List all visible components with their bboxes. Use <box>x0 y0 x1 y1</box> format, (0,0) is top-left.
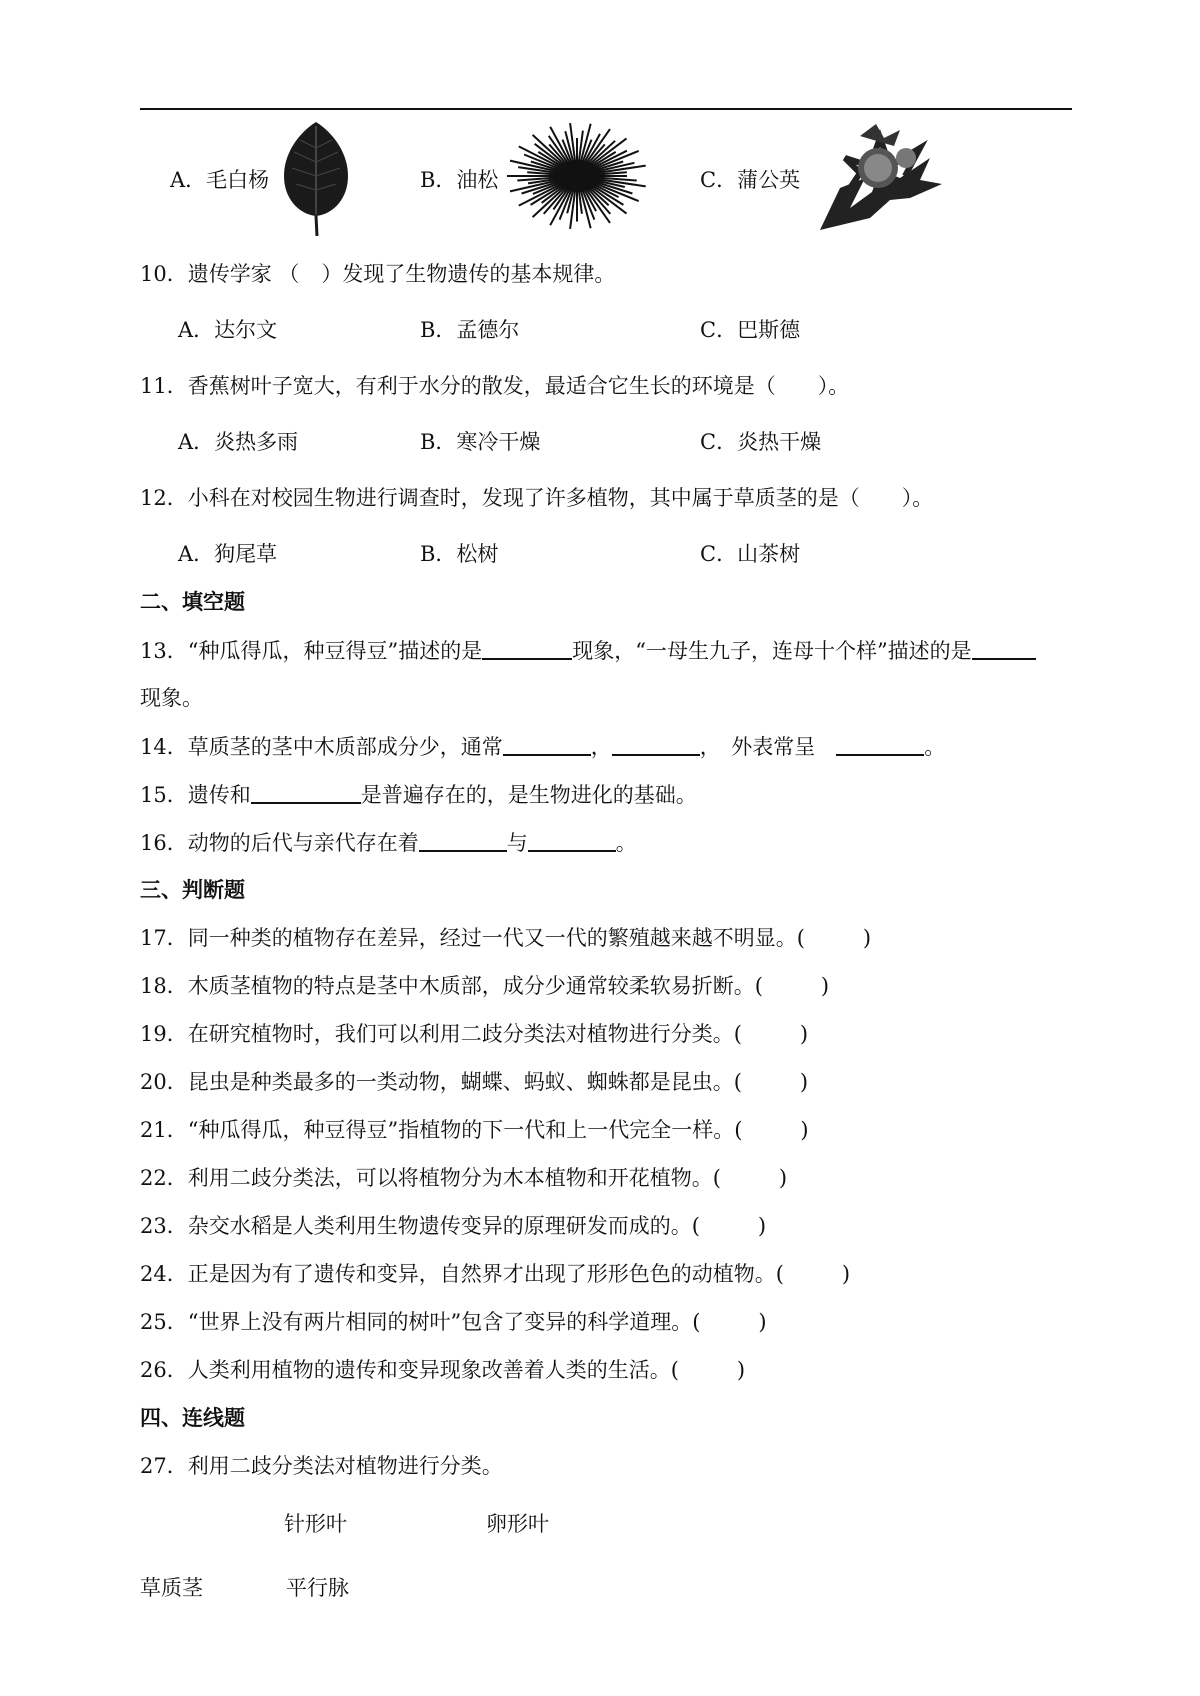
q14-text-c: ， 外表常呈 <box>699 735 837 759</box>
header-rule <box>140 108 1072 110</box>
judge-21-text: 21．“种瓜得瓜，种豆得豆”指植物的下一代和上一代完全一样。( <box>140 1118 743 1142</box>
q10-option-a[interactable]: A．达尔文 <box>178 318 278 342</box>
section-judge-heading: 三、判断题 <box>140 877 245 902</box>
question-14 <box>140 732 945 761</box>
judge-22-paren[interactable]: ) <box>778 1166 788 1190</box>
q10-option-c[interactable]: C．巴斯德 <box>700 318 801 342</box>
question-16 <box>140 828 637 857</box>
judge-23 <box>140 1212 766 1240</box>
section-fill-in-heading: 二、填空题 <box>140 589 245 614</box>
judge-18-paren[interactable]: ) <box>820 974 830 998</box>
question-13 <box>140 636 1036 665</box>
q9-option-c[interactable]: C．蒲公英 <box>700 168 801 192</box>
judge-22 <box>140 1164 787 1192</box>
question-10 <box>140 260 615 288</box>
question-12: 12．小科在对校园生物进行调查时，发现了许多植物，其中属于草质茎的是（ ）。 <box>140 486 934 510</box>
judge-22-text: 22．利用二歧分类法，可以将植物分为木本植物和开花植物。( <box>140 1166 721 1190</box>
pine-needle-icon <box>505 118 650 233</box>
judge-20-text: 20．昆虫是种类最多的一类动物，蝴蝶、蚂蚁、蜘蛛都是昆虫。( <box>140 1070 742 1094</box>
judge-19 <box>140 1020 808 1048</box>
q14-blank-2[interactable] <box>612 732 700 756</box>
judge-18 <box>140 972 829 1000</box>
judge-17-text: 17．同一种类的植物存在差异，经过一代又一代的繁殖越来越不明显。( <box>140 926 805 950</box>
question-11: 11．香蕉树叶子宽大，有利于水分的散发，最适合它生长的环境是（ ）。 <box>140 374 850 398</box>
q9-option-a[interactable]: A．毛白杨 <box>170 168 270 192</box>
judge-17 <box>140 924 871 952</box>
judge-20 <box>140 1068 808 1096</box>
match-label-parallel-vein[interactable]: 平行脉 <box>286 1576 349 1600</box>
q12-option-a[interactable]: A．狗尾草 <box>178 542 278 566</box>
question-15 <box>140 780 697 809</box>
q13-text-b: 现象，“一母生九子，连母十个样”描述的是 <box>572 639 972 663</box>
q11-option-a[interactable]: A．炎热多雨 <box>178 430 299 454</box>
match-label-ovate-leaf[interactable]: 卵形叶 <box>486 1512 549 1536</box>
judge-24-paren[interactable]: ) <box>841 1262 851 1286</box>
q11-option-b[interactable]: B．寒冷干燥 <box>420 430 541 454</box>
q10-option-b[interactable]: B．孟德尔 <box>420 318 520 342</box>
q12-option-c[interactable]: C．山茶树 <box>700 542 801 566</box>
judge-21 <box>140 1116 809 1144</box>
dandelion-icon <box>810 118 950 238</box>
judge-23-paren[interactable]: ) <box>757 1214 767 1238</box>
q13-blank-2[interactable] <box>972 636 1036 660</box>
q13-text-a: 13．“种瓜得瓜，种豆得豆”描述的是 <box>140 639 483 663</box>
judge-17-paren[interactable]: ) <box>862 926 872 950</box>
judge-25 <box>140 1308 767 1336</box>
judge-21-paren[interactable]: ) <box>800 1118 809 1142</box>
section-matching-heading: 四、连线题 <box>140 1405 245 1430</box>
q9-option-b[interactable]: B．油松 <box>420 168 499 192</box>
q16-text-a: 16．动物的后代与亲代存在着 <box>140 831 419 855</box>
q14-text-a: 14．草质茎的茎中木质部成分少，通常 <box>140 735 503 759</box>
q14-blank-3[interactable] <box>836 732 924 756</box>
judge-26-text: 26．人类利用植物的遗传和变异现象改善着人类的生活。( <box>140 1358 679 1382</box>
q15-blank-1[interactable] <box>251 780 361 804</box>
question-27: 27．利用二歧分类法对植物进行分类。 <box>140 1454 503 1478</box>
q15-text-b: 是普遍存在的，是生物进化的基础。 <box>360 783 697 807</box>
q10-text-a: 10．遗传学家 （ <box>140 262 300 286</box>
q11-option-c[interactable]: C．炎热干燥 <box>700 430 822 454</box>
judge-26 <box>140 1356 745 1384</box>
judge-20-paren[interactable]: ) <box>799 1070 809 1094</box>
q14-text-b: ， <box>590 735 612 759</box>
poplar-leaf-icon <box>280 118 352 238</box>
judge-24-text: 24．正是因为有了遗传和变异，自然界才出现了形形色色的动植物。( <box>140 1262 784 1286</box>
judge-19-text: 19．在研究植物时，我们可以利用二歧分类法对植物进行分类。( <box>140 1022 742 1046</box>
q12-option-b[interactable]: B．松树 <box>420 542 499 566</box>
judge-19-paren[interactable]: ) <box>799 1022 809 1046</box>
judge-25-text: 25．“世界上没有两片相同的树叶”包含了变异的科学道理。( <box>140 1310 701 1334</box>
judge-18-text: 18．木质茎植物的特点是茎中木质部，成分少通常较柔软易折断。( <box>140 974 763 998</box>
q13-continuation: 现象。 <box>140 686 203 710</box>
q16-blank-1[interactable] <box>419 828 507 852</box>
q16-text-c: 。 <box>615 831 637 855</box>
judge-24 <box>140 1260 850 1288</box>
q14-blank-1[interactable] <box>503 732 591 756</box>
q14-text-d: 。 <box>924 735 946 759</box>
judge-26-paren[interactable]: ) <box>736 1358 746 1382</box>
match-label-needle-leaf[interactable]: 针形叶 <box>284 1512 347 1536</box>
judge-25-paren[interactable]: ) <box>758 1310 767 1334</box>
match-label-herbaceous-stem[interactable]: 草质茎 <box>140 1576 203 1600</box>
judge-23-text: 23．杂交水稻是人类利用生物遗传变异的原理研发而成的。( <box>140 1214 700 1238</box>
q16-blank-2[interactable] <box>528 828 616 852</box>
q13-blank-1[interactable] <box>482 636 572 660</box>
q10-text-b: ）发现了生物遗传的基本规律。 <box>321 262 616 286</box>
q15-text-a: 15．遗传和 <box>140 783 251 807</box>
q16-text-b: 与 <box>506 831 528 855</box>
